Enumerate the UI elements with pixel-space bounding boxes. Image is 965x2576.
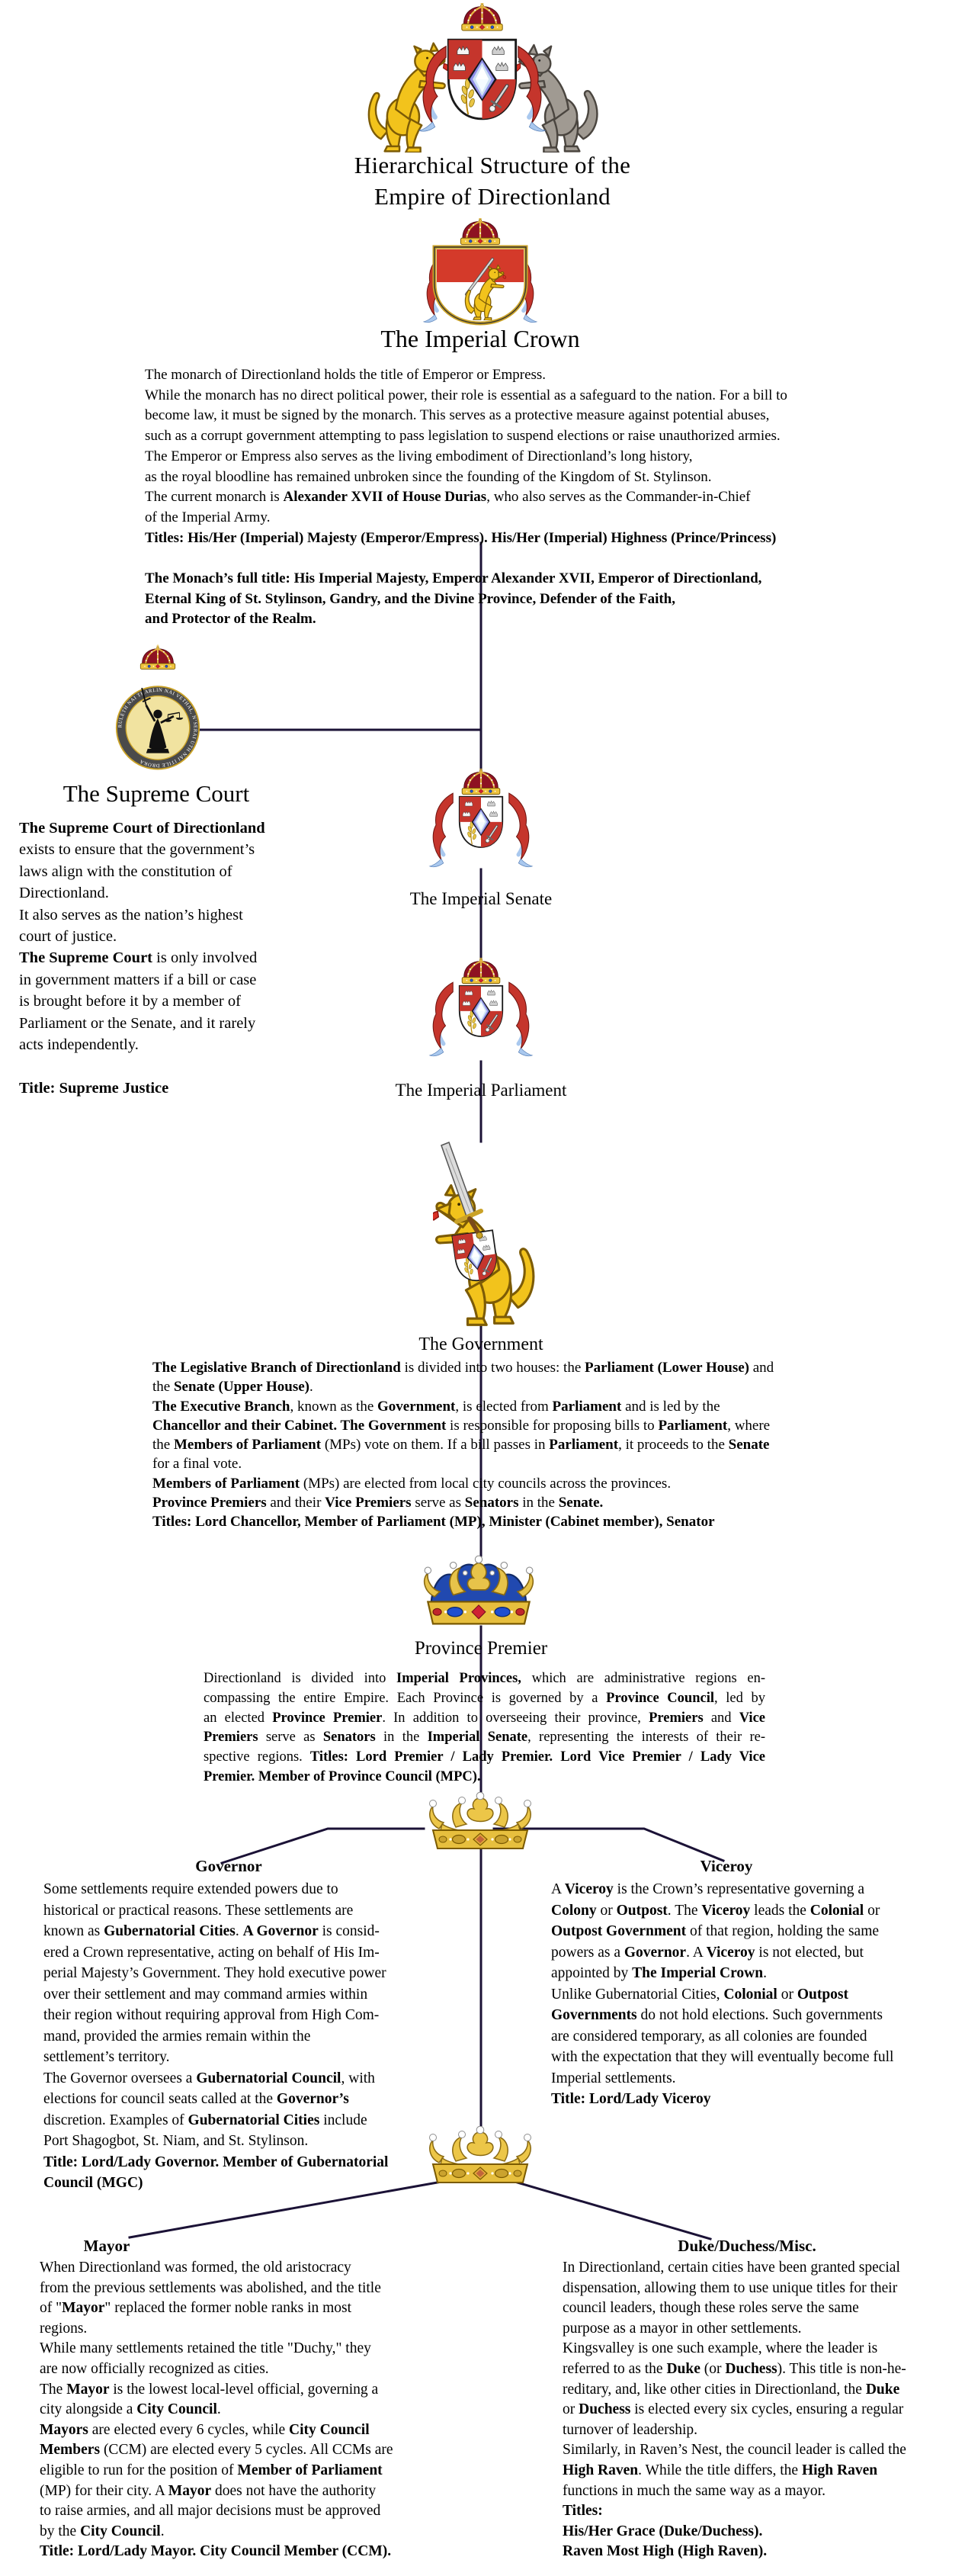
text-line: Title: Lord/Lady Mayor. City Council Member (CCM). [40, 2543, 392, 2560]
text-line: Colony or Outpost. The Viceroy leads the Colonial or [551, 1902, 880, 1919]
text-line: Title: Lord/Lady Viceroy [551, 2091, 711, 2107]
text-line: an elected Province Premier. In addition to overseeing their province, Premiers and Vice [204, 1710, 765, 1726]
imperial-parliament-crest-icon [421, 958, 541, 1062]
text-line: for a final vote. [152, 1456, 242, 1473]
text-line: In Directionland, certain cities have been granted special [563, 2260, 900, 2276]
text-line: are considered temporary, as all colonies are founded [551, 2028, 867, 2044]
text-line: to raise armies, and all major decisions must be approved [40, 2503, 381, 2520]
text-line: eligible to run for the position of Member of Parliament [40, 2462, 383, 2478]
text-line: (MP) for their city. A Mayor does not have the authority [40, 2482, 377, 2499]
text-line: with the expectation that they will eventually become full [551, 2049, 894, 2065]
text-line: Chancellor and their Cabinet. The Government is responsible for proposing bills to Parliament, where [152, 1417, 771, 1434]
text-line: The Supreme Court is only involved [19, 949, 258, 967]
text-line: turnover of leadership. [563, 2421, 698, 2438]
text-line: regions. [40, 2320, 88, 2337]
text-line: acts independently. [19, 1036, 139, 1054]
text-line: The Legislative Branch of Directionland is divided into two houses: the Parliament (Lower House) and [152, 1360, 774, 1376]
governor-heading: Governor [195, 1857, 262, 1875]
text-line: The Supreme Court of Directionland [19, 820, 265, 837]
text-line: spective regions. Titles: Lord Premier / Lady Premier. Lord Vice Premier / Lady Vice [204, 1749, 765, 1765]
text-line: The monarch of Directionland holds the title of Emperor or Empress. [145, 367, 547, 383]
text-line: ered a Crown representative, acting on behalf of His Im- [43, 1944, 380, 1961]
text-line: Mayors are elected every 6 cycles, while City Council [40, 2421, 370, 2438]
text-line: is brought before it by a member of [19, 993, 241, 1010]
text-line: purpose as a mayor in other settlements. [563, 2320, 802, 2337]
text-line: Titles: [563, 2503, 603, 2520]
text-line: laws align with the constitution of [19, 862, 232, 880]
text-line: The current monarch is Alexander XVII of House Durias, who also serves as the Commander-in-Chief [145, 489, 751, 506]
text-line [19, 1055, 282, 1077]
text-line: dispensation, allowing them to use unique titles for their [563, 2279, 898, 2296]
viceroy-body [551, 1879, 909, 2110]
text-line: Members of Parliament (MPs) are elected from local city councils across the provinces. [152, 1475, 672, 1492]
government-heading: The Government [418, 1335, 543, 1354]
viceroy-heading: Viceroy [700, 1857, 753, 1875]
text-line: become law, it must be signed by the monarch. This serves as a protective measure against potential abuses, [145, 407, 770, 424]
text-line: The Executive Branch, known as the Government, is elected from Parliament and is led by the [152, 1398, 720, 1415]
imperial-senate-heading: The Imperial Senate [409, 889, 553, 908]
gold-coronet-icon [419, 2126, 541, 2186]
text-line: Titles: Lord Chancellor, Member of Parliament (MP), Minister (Cabinet member), Senator [152, 1514, 715, 1531]
text-line: Similarly, in Raven’s Nest, the council leader is called the [563, 2442, 906, 2459]
text-line: such as a corrupt government attempting to pass legislation to suspend elections or raise unauthorized armies. [145, 428, 781, 445]
mayor-body [40, 2258, 415, 2562]
page-title [254, 149, 731, 212]
imperial-crown-body [145, 365, 861, 630]
text-line: Port Shagogbot, St. Niam, and St. Stylinson. [43, 2133, 309, 2149]
text-line: Parliament or the Senate, and it rarely [19, 1014, 256, 1032]
text-line: The Governor oversees a Gubernatorial Council, with [43, 2070, 375, 2086]
text-line: A Viceroy is the Crown’s representative governing a [551, 1881, 865, 1897]
text-line: city alongside a City Council. [40, 2401, 221, 2418]
text-line: Council (MGC) [43, 2175, 143, 2191]
text-line: or Duchess is elected every six cycles, ensuring a regular [563, 2401, 904, 2418]
text-line: are now officially recognized as cities. [40, 2360, 269, 2377]
gold-coronet-icon [419, 1792, 541, 1852]
text-line: the Members of Parliament (MPs) vote on them. If a bill passes in Parliament, it proceeds to the Senate [152, 1437, 770, 1453]
text-line: Titles: His/Her (Imperial) Majesty (Emperor/Empress). His/Her (Imperial) Highness (Prince/Princess) [145, 529, 777, 546]
text-line: Directionland. [19, 885, 109, 902]
governor-body [43, 1879, 389, 2194]
text-line: Directionland is divided into Imperial Provinces, which are administrative regions en- [204, 1671, 765, 1686]
text-line: Outpost Government of that region, holding the same [551, 1923, 880, 1939]
text-line: While the monarch has no direct political power, their role is essential as a safeguard to the nation. For a bill to [145, 387, 787, 403]
text-line: The Emperor or Empress also serves as the living embodiment of Directionland’s long history, [145, 448, 693, 464]
premier-coronet-icon [410, 1553, 547, 1629]
imperial-senate-crest-icon [421, 769, 541, 872]
text-line: Title: Supreme Justice [19, 1079, 169, 1097]
text-line: Premiers serve as Senators in the Imperial Senate, representing the interests of their re- [204, 1730, 765, 1746]
text-line: by the City Council. [40, 2523, 165, 2539]
text-line: The Mayor is the lowest local-level official, governing a [40, 2381, 379, 2398]
text-line: in government matters if a bill or case [19, 971, 257, 988]
government-body [152, 1358, 838, 1532]
imperial-crown-heading: The Imperial Crown [380, 325, 580, 352]
text-line: the Senate (Upper House). [152, 1379, 313, 1396]
duke-body [563, 2258, 927, 2562]
government-lion-icon [408, 1141, 560, 1333]
text-line: Unlike Gubernatorial Cities, Colonial or Outpost [551, 1986, 848, 2003]
text-line: council leaders, though these roles serve the same [563, 2300, 859, 2317]
text-line: powers as a Governor. A Viceroy is not elected, but [551, 1944, 864, 1961]
text-line: elections for council seats called at the Governor’s [43, 2091, 349, 2107]
imperial-coat-of-arms-icon [335, 3, 629, 153]
imperial-parliament-heading: The Imperial Parliament [395, 1081, 567, 1100]
duke-heading: Duke/Duchess/Misc. [678, 2237, 816, 2255]
text-line: Province Premiers and their Vice Premiers serve as Senators in the Senate. [152, 1495, 604, 1511]
imperial-crown-crest-icon [412, 218, 549, 326]
text-line: Governments do not hold elections. Such governments [551, 2007, 883, 2023]
text-line: While many settlements retained the title "Duchy," they [40, 2340, 371, 2357]
text-line: reditary, and, like other cities in Directionland, the Duke [563, 2381, 900, 2398]
text-line: Title: Lord/Lady Governor. Member of Gubernatorial [43, 2154, 389, 2170]
text-line: mand, provided the armies remain within the [43, 2028, 311, 2044]
province-premier-body [204, 1669, 765, 1787]
text-line: appointed by The Imperial Crown. [551, 1965, 767, 1981]
page-title-line1: Hierarchical Structure of the [354, 152, 631, 178]
text-line: as the royal bloodline has remained unbroken since the founding of the Kingdom of St. Stylinson. [145, 468, 712, 485]
text-line: High Raven. While the title differs, the High Raven [563, 2462, 878, 2478]
text-line: Raven Most High (High Raven). [563, 2543, 768, 2560]
text-line: Premier. Member of Province Council (MPC). [204, 1768, 481, 1784]
text-line: It also serves as the nation’s highest [19, 906, 243, 923]
text-line: exists to ensure that the government’s [19, 841, 255, 859]
text-line: discretion. Examples of Gubernatorial Cities include [43, 2112, 367, 2128]
text-line: The Monach’s full title: His Imperial Majesty, Emperor Alexander XVII, Emperor of Directionland, [145, 570, 762, 587]
text-line: over their settlement and may command armies within [43, 1986, 368, 2003]
text-line: known as Gubernatorial Cities. A Governor is consid- [43, 1923, 380, 1939]
text-line: Eternal King of St. Stylinson, Gandry, and the Divine Province, Defender of the Faith, [145, 590, 675, 607]
text-line: of "Mayor" replaced the former noble ranks in most [40, 2300, 352, 2317]
text-line: historical or practical reasons. These settlements are [43, 1902, 354, 1919]
text-line: When Directionland was formed, the old aristocracy [40, 2260, 351, 2276]
text-line: functions in much the same way as a mayor. [563, 2482, 826, 2499]
supreme-court-seal-icon [114, 644, 201, 779]
province-premier-heading: Province Premier [414, 1638, 548, 1659]
text-line: from the previous settlements was abolished, and the title [40, 2279, 381, 2296]
text-line: of the Imperial Army. [145, 509, 271, 525]
text-line: compassing the entire Empire. Each Province is governed by a Province Council, led by [204, 1690, 766, 1706]
text-line: court of justice. [19, 928, 117, 946]
text-line [145, 548, 861, 569]
mayor-heading: Mayor [83, 2237, 130, 2255]
text-line: settlement’s territory. [43, 2049, 170, 2065]
page-title-line2: Empire of Directionland [374, 183, 611, 210]
text-line: Kingsvalley is one such example, where the leader is [563, 2340, 878, 2357]
text-line: referred to as the Duke (or Duchess). This title is non-he- [563, 2360, 906, 2377]
text-line: Some settlements require extended powers due to [43, 1881, 338, 1897]
text-line: and Protector of the Realm. [145, 611, 316, 628]
text-line: Members (CCM) are elected every 5 cycles. All CCMs are [40, 2442, 393, 2459]
text-line: Imperial settlements. [551, 2070, 676, 2086]
supreme-court-heading: The Supreme Court [63, 780, 250, 807]
text-line: perial Majesty’s Government. They hold executive power [43, 1965, 386, 1981]
text-line: His/Her Grace (Duke/Duchess). [563, 2523, 763, 2539]
supreme-court-body [19, 817, 282, 1099]
text-line: their region without requiring approval from High Com- [43, 2007, 380, 2023]
